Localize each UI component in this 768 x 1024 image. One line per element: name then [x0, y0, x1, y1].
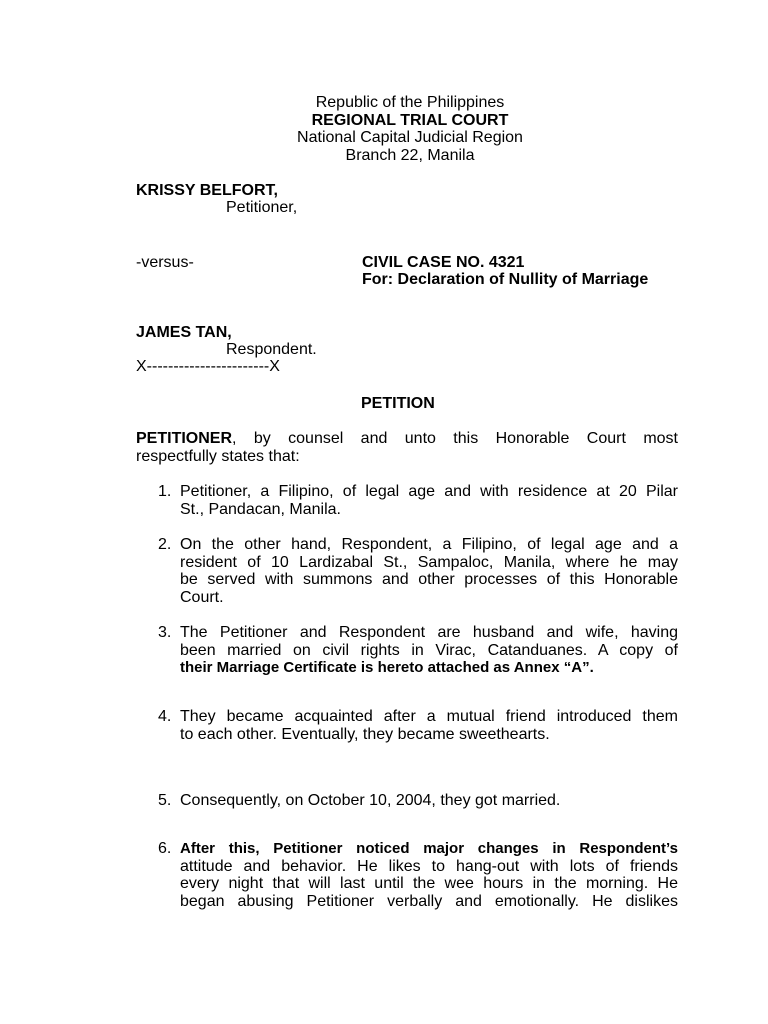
paragraph-6 — [180, 840, 678, 910]
court-header — [0, 94, 768, 164]
caption-separator: X-----------------------X — [136, 358, 280, 375]
judicial-region: National Capital Judicial Region — [297, 129, 523, 146]
paragraph-2-number: 2. — [158, 536, 172, 553]
paragraph-3-number: 3. — [158, 624, 172, 641]
paragraph-line: Court. — [180, 588, 224, 606]
paragraph-line: attitude and behavior. He likes to hang-out with lots of friends — [180, 857, 678, 875]
republic-line: Republic of the Philippines — [315, 94, 505, 111]
case-number: CIVIL CASE NO. 4321 — [362, 254, 525, 271]
intro-lead: PETITIONER — [136, 430, 233, 447]
branch-line: Branch 22, Manila — [345, 146, 475, 164]
paragraph-5-number: 5. — [158, 792, 172, 809]
paragraph-line: be served with summons and other processes of this Honorable — [180, 571, 678, 588]
paragraph-4-number: 4. — [158, 708, 172, 725]
intro-line1: , by counsel and unto this Honorable Court most — [232, 430, 678, 447]
paragraph-5 — [180, 792, 678, 810]
petitioner-name: KRISSY BELFORT, — [136, 182, 278, 199]
paragraph-line: their Marriage Certificate is hereto attached as Annex “A”. — [180, 659, 594, 676]
respondent-name: JAMES TAN, — [136, 324, 232, 341]
paragraph-2 — [180, 536, 678, 606]
paragraph-line: The Petitioner and Respondent are husband and wife, having — [180, 624, 678, 641]
case-nature: For: Declaration of Nullity of Marriage — [362, 271, 649, 288]
paragraph-1-number: 1. — [158, 483, 172, 500]
paragraph-4 — [180, 708, 678, 743]
petitioner-role: Petitioner, — [226, 199, 298, 216]
paragraph-line: resident of 10 Lardizabal St., Sampaloc, Manila, where he may — [180, 553, 678, 571]
paragraph-line: They became acquainted after a mutual friend introduced them — [180, 708, 678, 725]
intro-line2: respectfully states that: — [136, 447, 300, 465]
respondent-role: Respondent. — [226, 341, 317, 358]
intro-paragraph — [136, 430, 678, 465]
paragraph-1 — [180, 483, 678, 518]
paragraph-line: every night that will last until the wee hours in the morning. He — [180, 875, 678, 892]
paragraph-6-number: 6. — [158, 840, 172, 857]
paragraph-line: After this, Petitioner noticed major changes in Respondent’s — [180, 840, 678, 857]
paragraph-line: to each other. Eventually, they became sweethearts. — [180, 725, 550, 743]
paragraph-line: Consequently, on October 10, 2004, they got married. — [180, 792, 561, 809]
court-name: REGIONAL TRIAL COURT — [311, 111, 509, 129]
paragraph-line: Petitioner, a Filipino, of legal age and with residence at 20 Pilar — [180, 483, 678, 500]
paragraph-line: been married on civil rights in Virac, Catanduanes. A copy of — [180, 641, 678, 659]
paragraph-line: On the other hand, Respondent, a Filipino, of legal age and a — [180, 536, 678, 553]
document-title: PETITION — [361, 395, 435, 412]
paragraph-3 — [180, 624, 678, 677]
paragraph-line: St., Pandacan, Manila. — [180, 500, 341, 518]
paragraph-line: began abusing Petitioner verbally and emotionally. He dislikes — [180, 892, 678, 910]
versus-label: -versus- — [136, 254, 194, 271]
